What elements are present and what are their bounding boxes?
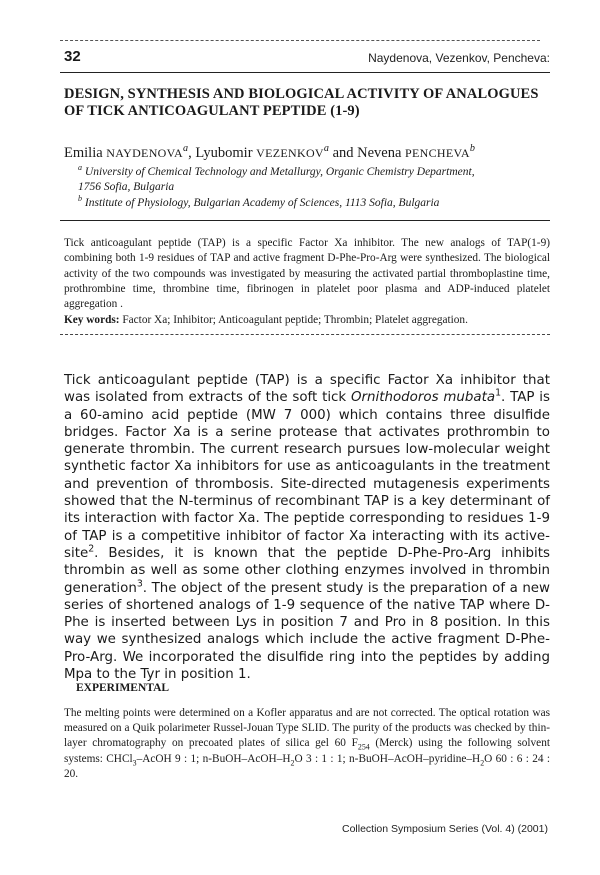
introduction-paragraph [64, 372, 550, 683]
running-head: Naydenova, Vezenkov, Pencheva: [368, 51, 550, 65]
header-top-rule [60, 40, 540, 41]
keywords [64, 313, 550, 328]
author-list [64, 144, 554, 162]
author-3-first: Nevena [357, 145, 402, 161]
affiliation-b-mark: b [78, 194, 83, 204]
affiliation-a-line2: 1756 Sofia, Bulgaria [78, 181, 175, 193]
author-and: and [332, 145, 354, 161]
affiliation-b [78, 196, 548, 211]
series-footer: Collection Symposium Series (Vol. 4) (2001) [341, 823, 548, 835]
page-number: 32 [64, 48, 81, 65]
author-1-mark: a [183, 143, 189, 155]
keywords-list: Factor Xa; Inhibitor; Anticoagulant peptide; Thrombin; Platelet aggregation. [122, 314, 468, 326]
abstract-bottom-rule [60, 334, 550, 335]
affiliation-a [78, 165, 548, 195]
experimental-paragraph [64, 706, 550, 782]
exp-sub-2a: 2 [290, 757, 295, 767]
exp-text-2: (Merck) using the following solvent systems: CHCl [64, 737, 550, 765]
intro-ref-1: 1 [495, 387, 502, 399]
article-title: DESIGN, SYNTHESIS AND BIOLOGICAL ACTIVITY OF ANALOGUES OF TICK ANTICOAGULANT PEPTIDE (1-9) [64, 86, 539, 119]
intro-text-2: . TAP is a 60-amino acid peptide (MW 7 000) which contains three disulfide bridges. Factor Xa is a serine protease that activates prothrombin to generate thrombin. The current research pursues low-molecular weight synthetic factor Xa inhibitors for use as anticoagulants in the treatment and prevention of thrombosis. Site-directed mutagenesis experiments showed that the N-terminus of recombinant TAP is a key determinant of its interaction with factor Xa. The peptide corresponding to residues 1-9 of TAP is a competitive inhibitor of factor Xa interacting with its active-site [64, 390, 550, 561]
author-3-mark: b [469, 143, 475, 155]
author-3-last: PENCHEVA [405, 146, 470, 160]
header-rule [60, 72, 550, 73]
abstract-text: Tick anticoagulant peptide (TAP) is a specific Factor Xa inhibitor. The new analogs of TAP(1-9) combining both 1-9 residues of TAP and active fragment D-Phe-Pro-Arg were synthesized. The biological activity of the two compounds was investigated by measuring the activated partial thromboplastine time, prothrombine time, thrombine time, fibrinogen in platelet poor plasma and ADP-induced platelet aggregation . [64, 237, 550, 311]
intro-species-name: Ornithodoros mubata [351, 390, 496, 406]
author-2-first: Lyubomir [195, 145, 253, 161]
author-separator: , [188, 145, 192, 161]
exp-text-5: O 60 : 6 : 24 : 20. [64, 752, 550, 780]
exp-text-1: The melting points were determined on a Kofler apparatus and are not corrected. The optical rotation was measured on a Quik polarimeter Russel-Jouan Type SLID. The purity of the products was checked by thin-layer chromatography on precoated plates of silica gel 60 F [64, 707, 550, 750]
author-1-first: Emilia [64, 145, 103, 161]
intro-text-4: . The object of the present study is the preparation of a new series of shortened analogs of 1-9 sequence of the native TAP where D-Phe is inserted between Lys in position 7 and Pro in 8 position. In this way we synthesized analogs which include the active fragment D-Phe-Pro-Arg. We incorporated the disulfide ring into the peptides by adding Mpa to the Tyr in position 1. [64, 580, 550, 683]
affiliation-a-mark: a [78, 163, 83, 173]
intro-text-3: . Besides, it is known that the peptide D-Phe-Pro-Arg inhibits thrombin as well as some other clothing enzymes involved in thrombin generation [64, 545, 550, 596]
exp-sub-254: 254 [357, 742, 370, 752]
exp-sub-3: 3 [132, 757, 137, 767]
affiliation-a-line1: University of Chemical Technology and Metallurgy, Organic Chemistry Department, [84, 166, 475, 178]
author-2-mark: a [323, 143, 329, 155]
exp-text-4: O 3 : 1 : 1; n-BuOH–AcOH–pyridine–H [294, 752, 481, 765]
intro-ref-2: 2 [88, 543, 95, 555]
intro-ref-3: 3 [136, 578, 143, 590]
exp-text-3: –AcOH 9 : 1; n-BuOH–AcOH–H [136, 752, 291, 765]
exp-sub-2b: 2 [480, 757, 485, 767]
experimental-heading: EXPERIMENTAL [76, 682, 170, 694]
author-1-last: NAYDENOVA [106, 146, 184, 160]
author-2-last: VEZENKOV [256, 146, 324, 160]
keywords-label: Key words: [64, 314, 120, 326]
intro-text-1: Tick anticoagulant peptide (TAP) is a specific Factor Xa inhibitor that was isolated from extracts of the soft tick [64, 373, 550, 406]
affiliation-b-text: Institute of Physiology, Bulgarian Academy of Sciences, 1113 Sofia, Bulgaria [84, 197, 440, 209]
abstract-top-rule [60, 220, 550, 221]
